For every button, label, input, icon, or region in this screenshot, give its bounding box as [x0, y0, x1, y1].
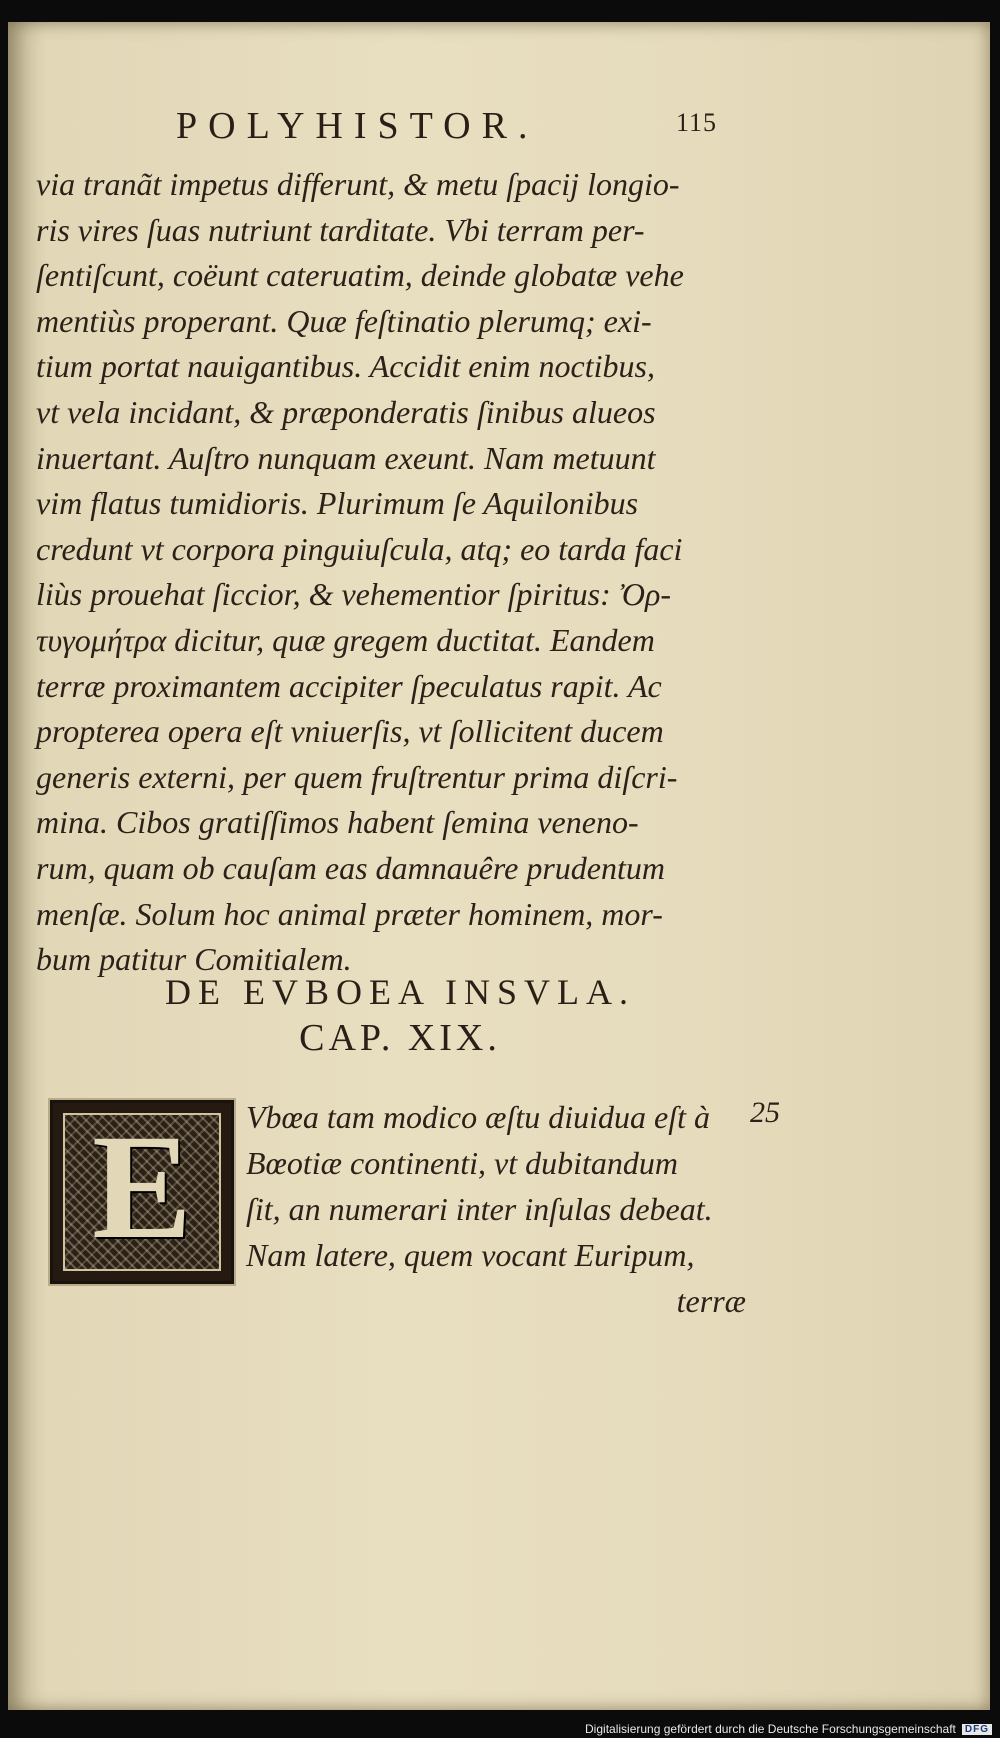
text-line: Nam latere, quem vocant Euripum,: [246, 1237, 695, 1273]
text-line: via tranãt impetus differunt, & metu ſpacij longio-: [36, 166, 680, 202]
text-line: liùs prouehat ſiccior, & vehementior ſpiritus: Ὀρ-: [36, 576, 671, 613]
digitization-credit: [585, 1722, 992, 1736]
credit-text: Digitalisierung gefördert durch die Deutsche Forschungsgemeinschaft: [585, 1722, 956, 1736]
text-line: rum, quam ob cauſam eas damnauêre prudentum: [36, 849, 665, 886]
chapter-heading: [140, 970, 660, 1062]
text-line: tium portat nauigantibus. Accidit enim noctibus,: [36, 348, 655, 385]
chapter-number: CAP. XIX.: [299, 1017, 501, 1059]
book-page: [8, 22, 990, 1710]
text-line: ſentiſcunt, coëunt cateruatim, deinde globatæ vehe: [36, 257, 684, 294]
chapter-text: [246, 1094, 746, 1324]
text-line: mina. Cibos gratiſſimos habent ſemina veneno-: [36, 804, 639, 841]
text-line: propterea opera eſt vniuerſis, vt ſollicitent ducem: [36, 713, 664, 750]
text-line: menſæ. Solum hoc animal præter hominem, mor-: [36, 895, 663, 932]
decorated-initial-icon: [50, 1100, 234, 1284]
page-number: 115: [676, 108, 718, 137]
initial-letter: E: [91, 1104, 193, 1270]
text-line: terræ proximantem accipiter ſpeculatus rapit. Ac: [36, 667, 662, 704]
catchword: terræ: [676, 1283, 746, 1319]
text-line: mentiùs properant. Quæ feſtinatio plerumq; exi-: [36, 302, 652, 339]
chapter-title: DE EVBOEA INSVLA.: [165, 972, 635, 1012]
dfg-logo-icon: DFG: [962, 1724, 992, 1735]
text-line: ris vires ſuas nutriunt tarditate. Vbi terram per-: [36, 211, 645, 248]
text-line: inuertant. Auſtro nunquam exeunt. Nam metuunt: [36, 439, 656, 476]
text-line: vim flatus tumidioris. Plurimum ſe Aquilonibus: [36, 485, 639, 522]
running-head: POLYHISTOR.: [176, 105, 539, 147]
text-line: bum patitur Comitialem.: [36, 941, 352, 978]
body-text: [36, 162, 736, 983]
text-line: τυγομήτρα dicitur, quæ gregem ductitat. Eandem: [36, 621, 655, 658]
text-line: generis externi, per quem fruſtrentur prima diſcri-: [36, 758, 678, 795]
text-line: Vbœa tam modico æſtu diuidua eſt à: [246, 1099, 710, 1135]
text-line: credunt vt corpora pinguiuſcula, atq; eo tarda faci: [36, 530, 683, 567]
text-line: Bœotiæ continenti, vt dubitandum: [246, 1145, 678, 1181]
text-line: vt vela incidant, & præponderatis ſinibus alueos: [36, 393, 656, 430]
text-line: ſit, an numerari inter inſulas debeat.: [246, 1191, 713, 1227]
margin-line-number: 25: [750, 1096, 780, 1129]
